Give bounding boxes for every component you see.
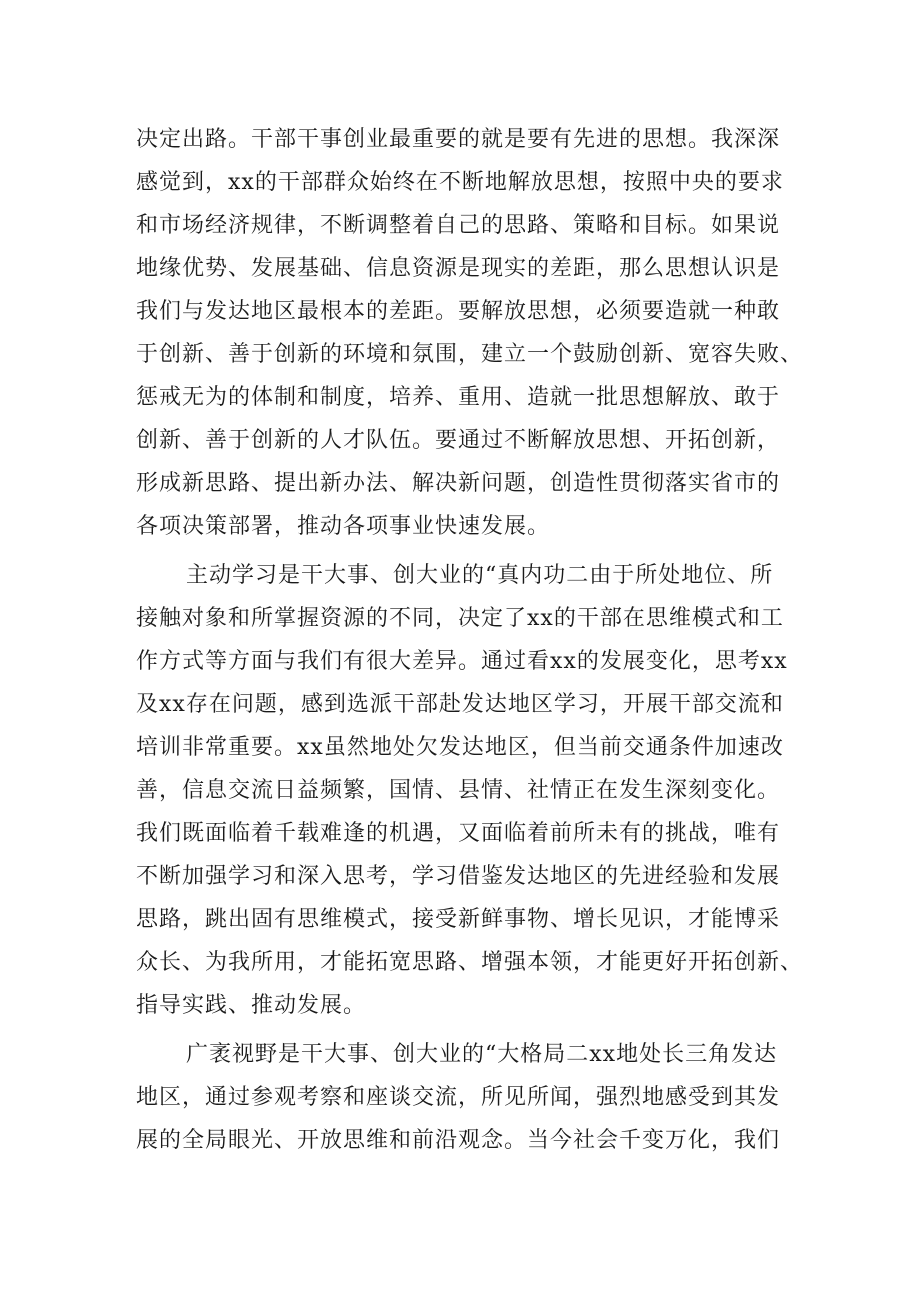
document-body: [136, 118, 816, 1162]
text-line: 我们与发达地区最根本的差距。要解放思想，必须要造就一种敢: [136, 299, 781, 324]
text-line: 主动学习是干大事、创大业的“真内功二由于所处地位、所: [186, 563, 774, 588]
text-line: 展的全局眼光、开放思维和前沿观念。当今社会千变万化，我们: [136, 1128, 781, 1153]
paragraph-2: [136, 554, 816, 1027]
text-line: 众长、为我所用，才能拓宽思路、增强本领，才能更好开拓创新、: [136, 950, 804, 975]
text-line: 创新、善于创新的人才队伍。要通过不断解放思想、开拓创新，: [136, 428, 781, 453]
text-line: 感觉到，xx的干部群众始终在不断地解放思想，按照中央的要求: [136, 170, 784, 195]
text-line: 指导实践、推动发展。: [136, 993, 367, 1018]
text-line: 善，信息交流日益频繁，国情、县情、社情正在发生深刻变化。: [136, 778, 781, 803]
text-line: 于创新、善于创新的环境和氛围，建立一个鼓励创新、宽容失败、: [136, 342, 804, 367]
text-line: 作方式等方面与我们有很大差异。通过看xx的发展变化，思考xx: [136, 649, 788, 674]
text-line: 培训非常重要。xx虽然地处欠发达地区，但当前交通条件加速改: [136, 735, 784, 760]
text-line: 和市场经济规律，不断调整着自己的思路、策略和目标。如果说: [136, 213, 781, 238]
text-line: 惩戒无为的体制和制度，培养、重用、造就一批思想解放、敢于: [136, 385, 781, 410]
paragraph-1: [136, 118, 816, 548]
text-line: 地缘优势、发展基础、信息资源是现实的差距，那么思想认识是: [136, 256, 781, 281]
paragraph-3: [136, 1033, 816, 1162]
text-line: 决定出路。干部干事创业最重要的就是要有先进的思想。我深深: [136, 127, 781, 152]
text-line: 思路，跳出固有思维模式，接受新鲜事物、增长见识，才能博采: [136, 907, 781, 932]
text-line: 我们既面临着千载难逢的机遇，又面临着前所未有的挑战，唯有: [136, 821, 781, 846]
text-line: 广袤视野是干大事、创大业的“大格局二xx地处长三角发达: [186, 1042, 778, 1067]
text-line: 各项决策部署，推动各项事业快速发展。: [136, 514, 551, 539]
text-line: 不断加强学习和深入思考，学习借鉴发达地区的先进经验和发展: [136, 864, 781, 889]
text-line: 接触对象和所掌握资源的不同，决定了xx的干部在思维模式和工: [136, 606, 784, 631]
text-line: 及xx存在问题，感到选派干部赴发达地区学习，开展干部交流和: [136, 692, 784, 717]
text-line: 地区，通过参观考察和座谈交流，所见所闻，强烈地感受到其发: [136, 1085, 781, 1110]
text-line: 形成新思路、提出新办法、解决新问题，创造性贯彻落实省市的: [136, 471, 781, 496]
